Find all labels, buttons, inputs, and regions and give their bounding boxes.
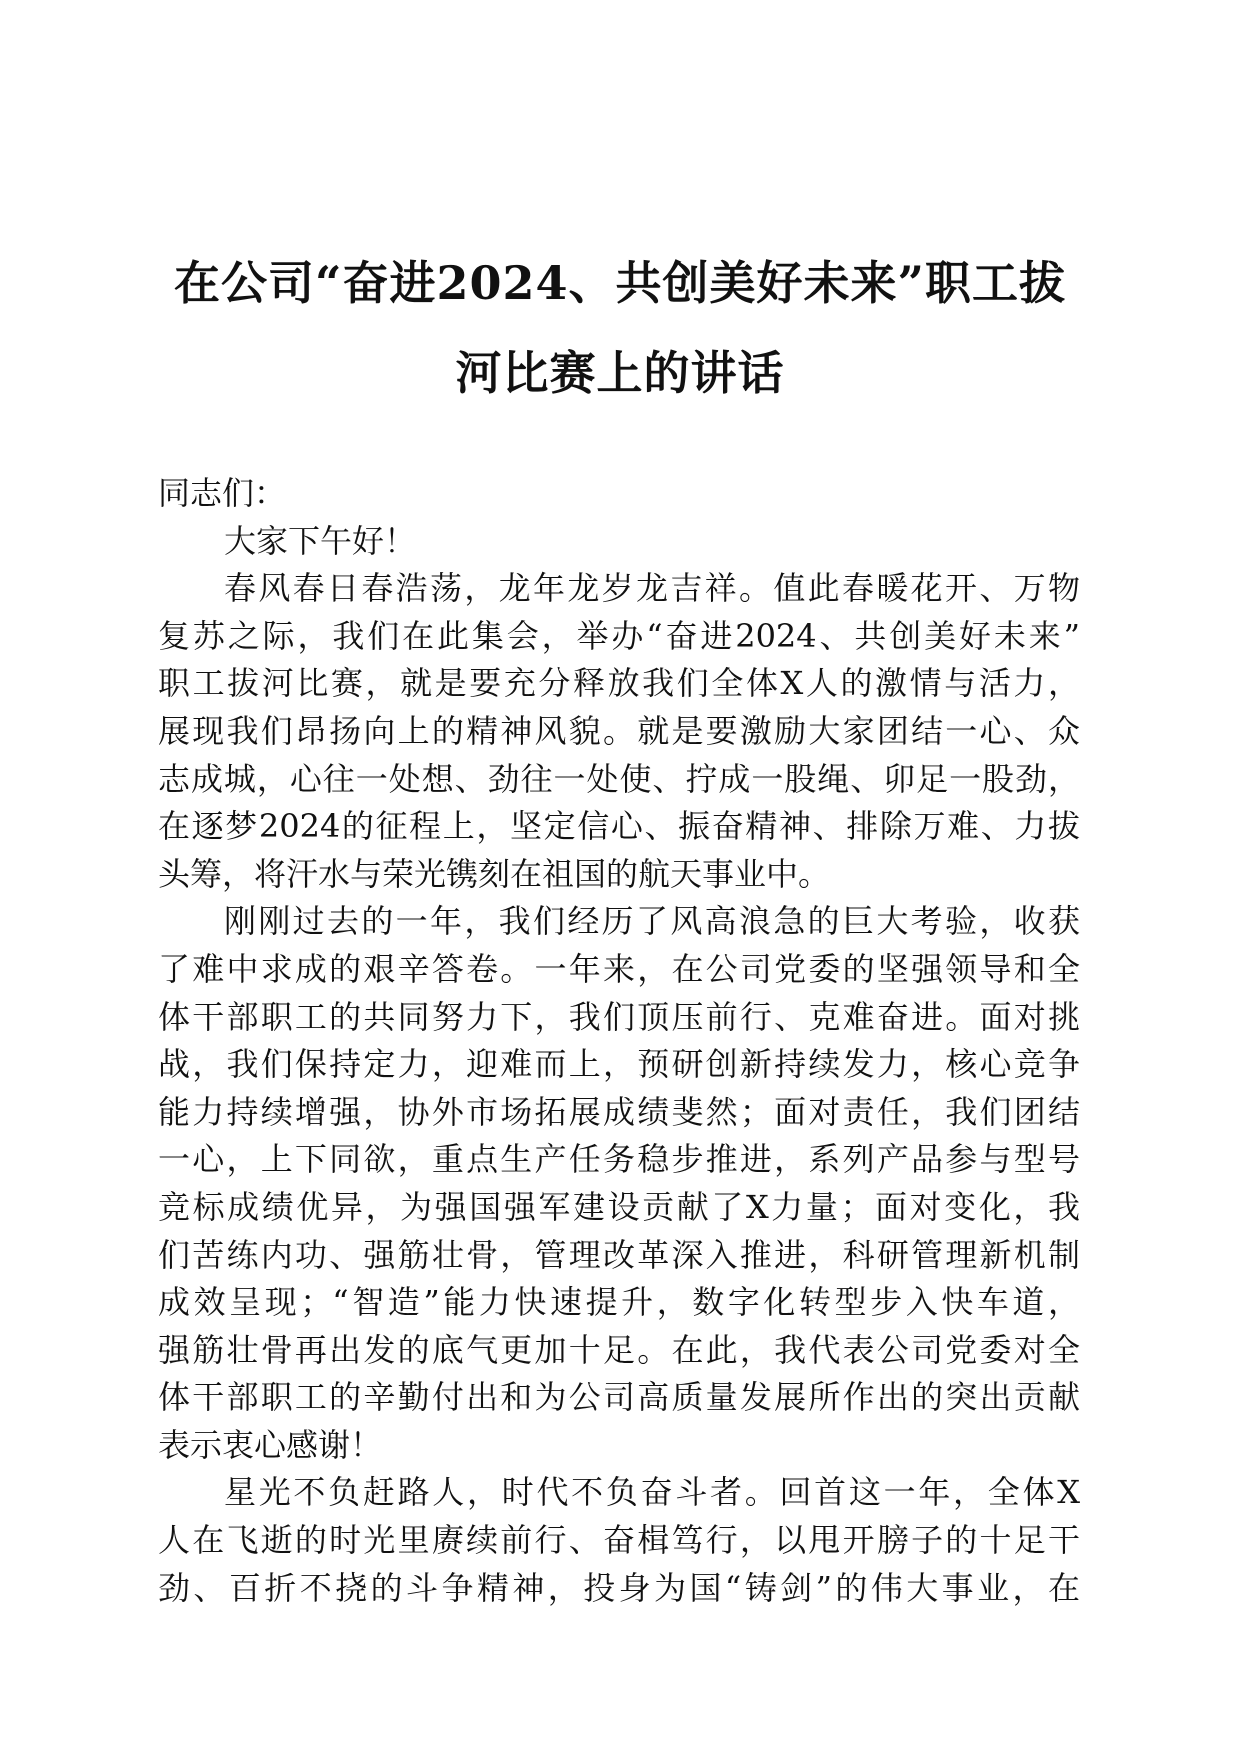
paragraph-2-line: 竞标成绩优异，为强国强军建设贡献了X力量；面对变化，我 bbox=[158, 1187, 1080, 1226]
paragraph-3-line: 劲、百折不挠的斗争精神，投身为国“铸剑”的伟大事业，在 bbox=[158, 1568, 1080, 1607]
paragraph-1-line: 展现我们昂扬向上的精神风貌。就是要激励大家团结一心、众 bbox=[158, 711, 1080, 750]
paragraph-2-line: 体干部职工的共同努力下，我们顶压前行、克难奋进。面对挑 bbox=[158, 997, 1080, 1036]
paragraph-2-line: 表示衷心感谢！ bbox=[158, 1425, 383, 1464]
paragraph-2-line: 体干部职工的辛勤付出和为公司高质量发展所作出的突出贡献 bbox=[158, 1378, 1080, 1417]
paragraph-2-line: 一心，上下同欲，重点生产任务稳步推进，系列产品参与型号 bbox=[158, 1140, 1080, 1179]
paragraph-2-line: 战，我们保持定力，迎难而上，预研创新持续发力，核心竞争 bbox=[158, 1045, 1080, 1084]
paragraph-3-line: 星光不负赶路人，时代不负奋斗者。回首这一年，全体X bbox=[224, 1473, 1080, 1512]
paragraph-2-line: 了难中求成的艰辛答卷。一年来，在公司党委的坚强领导和全 bbox=[158, 949, 1080, 988]
paragraph-2-line: 能力持续增强，协外市场拓展成绩斐然；面对责任，我们团结 bbox=[158, 1092, 1080, 1131]
greeting: 大家下午好！ bbox=[224, 521, 417, 560]
paragraph-2-line: 成效呈现；“智造”能力快速提升，数字化转型步入快车道， bbox=[158, 1283, 1080, 1322]
title-line-2: 河比赛上的讲话 bbox=[455, 346, 785, 400]
title-line-1: 在公司“奋进2024、共创美好未来”职工拔 bbox=[174, 256, 1066, 310]
paragraph-1-line: 头筹，将汗水与荣光镌刻在祖国的航天事业中。 bbox=[158, 854, 831, 893]
paragraph-3-line: 人在飞逝的时光里赓续前行、奋楫笃行，以甩开膀子的十足干 bbox=[158, 1521, 1080, 1560]
document-title bbox=[150, 238, 1090, 418]
paragraph-2-line: 刚刚过去的一年，我们经历了风高浪急的巨大考验，收获 bbox=[224, 902, 1080, 941]
salutation: 同志们： bbox=[158, 474, 287, 512]
paragraph-1-line: 志成城，心往一处想、劲往一处使、拧成一股绳、卯足一股劲， bbox=[158, 759, 1080, 798]
paragraph-1-line: 复苏之际，我们在此集会，举办“奋进2024、共创美好未来” bbox=[158, 616, 1080, 655]
paragraph-1-line: 春风春日春浩荡，龙年龙岁龙吉祥。值此春暖花开、万物 bbox=[224, 569, 1080, 608]
paragraph-2-line: 们苦练内功、强筋壮骨，管理改革深入推进，科研管理新机制 bbox=[158, 1235, 1080, 1274]
paragraph-1-line: 在逐梦2024的征程上，坚定信心、振奋精神、排除万难、力拔 bbox=[158, 807, 1080, 846]
document-body bbox=[158, 470, 1080, 1612]
paragraph-2-line: 强筋壮骨再出发的底气更加十足。在此，我代表公司党委对全 bbox=[158, 1330, 1080, 1369]
paragraph-1-line: 职工拔河比赛，就是要充分释放我们全体X人的激情与活力， bbox=[158, 664, 1080, 703]
